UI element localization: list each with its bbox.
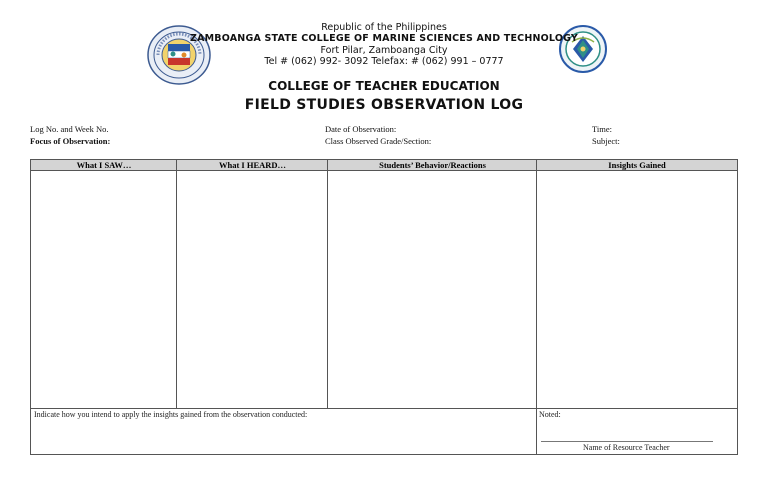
heard-entry-cell[interactable] [177,172,327,408]
column-header-saw: What I SAW… [31,160,177,171]
column-header-insights: Insights Gained [537,160,737,171]
school-name: ZAMBOANGA STATE COLLEGE OF MARINE SCIENCES AND TECHNOLOGY [190,33,578,44]
time-label: Time: [592,124,613,134]
document-title: FIELD STUDIES OBSERVATION LOG [244,97,524,113]
class-label: Class Observed Grade/Section: [325,136,432,146]
school-address: Fort Pilar, Zamboanga City [320,45,448,56]
republic-line: Republic of the Philippines [321,22,447,33]
behavior-entry-cell[interactable] [328,172,536,408]
observation-log-table [30,159,738,455]
focus-label: Focus of Observation: [30,136,111,146]
footer-row-divider [31,408,737,409]
date-label: Date of Observation: [325,124,397,134]
school-telephone: Tel # (062) 992- 3092 Telefax: # (062) 991 – 0777 [264,56,504,67]
college-name: COLLEGE OF TEACHER EDUCATION [268,79,500,93]
signature-line [541,441,713,442]
apply-insights-prompt: Indicate how you intend to apply the insights gained from the observation conducted: [34,410,308,419]
resource-teacher-label: Name of Resource Teacher [583,443,670,452]
log-no-label: Log No. and Week No. [30,124,109,134]
subject-label: Subject: [592,136,620,146]
saw-entry-cell[interactable] [31,172,176,408]
insights-entry-cell[interactable] [537,172,737,408]
noted-label: Noted: [539,410,561,419]
column-header-behavior: Students’ Behavior/Reactions [328,160,537,171]
column-header-heard: What I HEARD… [177,160,328,171]
